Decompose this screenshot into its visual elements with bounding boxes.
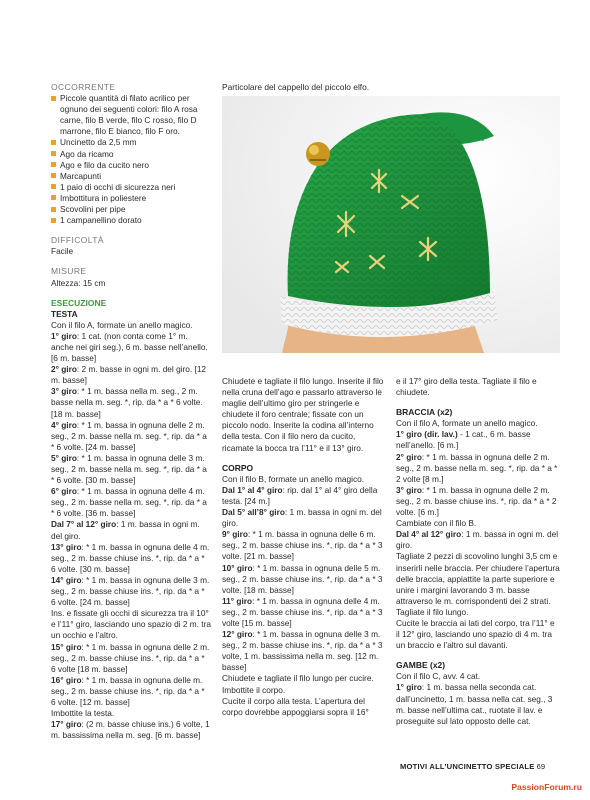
- instruction-text: : * 1 m. bassa in ognuna delle 3 m. seg., 2 m. basse nella m. seg. *, rip. da * a * 6 volte. [30 m. basse]: [51, 452, 207, 486]
- round-label: Dal 5° all’8° giro: [222, 507, 285, 518]
- round-label: 3° giro: [51, 386, 77, 397]
- instruction-line: [51, 542, 211, 575]
- photo-caption: Particolare del cappello del piccolo elfo.: [222, 82, 370, 92]
- esecuzione-heading: ESECUZIONE: [51, 297, 107, 308]
- round-label: 12° giro: [222, 629, 253, 640]
- instruction-text: : 1 m. bassa nella seconda cat. dall’uncinetto, 1 m. bassa nella cat. seg., 3 m. basse nell’ultima cat., ruotate il lav. e proseguite sul lato opposto delle cat.: [396, 682, 553, 726]
- instruction-text: e il 17° giro della testa. Tagliate il filo e chiudete.: [396, 376, 537, 398]
- instruction-line: [51, 708, 211, 719]
- instruction-text: Tagliate 2 pezzi di scovolino lunghi 3,5 cm e inserirli nelle braccia. Per chiudere l’apertura delle braccia, appiattite la parte superiore e unire i margini lavorando 3 m. basse attraverso le m. corrispondenti dei 2 strati.: [396, 551, 560, 606]
- round-label: 1° giro: [396, 682, 422, 693]
- instruction-text: Imbottite la testa.: [51, 708, 115, 719]
- instruction-text: : 2 m. basse in ogni m. del giro. [12 m. basse]: [51, 364, 207, 386]
- gambe-instructions: [396, 671, 560, 726]
- difficolta-value: Facile: [51, 246, 74, 257]
- occorrente-item: Piccole quantità di filato acrilico per ognuno dei seguenti colori: filo A rosa carne, filo B verde, filo C rosso, filo D marrone, filo E bianco, filo F oro.: [51, 93, 211, 137]
- instruction-line: [222, 376, 388, 454]
- instruction-text: Imbottite il corpo.: [222, 684, 286, 695]
- instruction-line: [222, 696, 388, 718]
- round-label: 17° giro: [51, 719, 82, 730]
- page-footer: [400, 762, 545, 771]
- round-label: 1° giro (dir. lav.): [396, 429, 458, 440]
- occorrente-item: Imbottitura in poliestere: [51, 193, 211, 204]
- instruction-line: [51, 575, 211, 608]
- instruction-text: : * 1 m. bassa nella m. seg., 2 m. basse nella m. seg. *, rip. da * a * 6 volte. [18 m. basse]: [51, 386, 203, 419]
- gambe-heading: GAMBE (x2): [396, 660, 446, 671]
- occorrente-item: Marcapunti: [51, 171, 211, 182]
- instruction-line: [222, 673, 388, 684]
- instruction-line: [222, 485, 388, 507]
- occorrente-item: 1 campanellino dorato: [51, 215, 211, 226]
- instruction-text: : * 1 m. bassa in ognuna delle 2 m. seg., 2 m. basse chiuse ins. *, rip. da * a * 6 volte [18 m. basse]: [51, 641, 210, 674]
- instruction-text: : * 1 m. bassa in ognuna delle 4 m. seg., 2 m. basse nella m. seg. *, rip. da * a * 6 volte. [36 m. basse]: [51, 486, 207, 519]
- instruction-text: : 1 m. bassa in ogni m. del giro.: [222, 507, 382, 529]
- round-label: Dal 4° al 12° giro: [396, 529, 462, 540]
- instruction-text: Ins. e fissate gli occhi di sicurezza tra il 10° e l’11° giro, lasciando uno spazio di 2 m. tra un occhio e l’altro.: [51, 608, 211, 641]
- instruction-text: : 1 cat. (non conta come 1° m. anche nei giri seg.), 6 m. basse nell’anello. [6 m. basse]: [51, 330, 208, 364]
- instruction-line: [51, 519, 211, 541]
- occorrente-item: Ago e filo da cucito nero: [51, 160, 211, 171]
- instruction-line: [222, 563, 388, 596]
- round-label: 13° giro: [51, 541, 82, 552]
- instruction-text: Chiudete e tagliate il filo lungo per cucire.: [222, 673, 374, 684]
- round-label: 10° giro: [222, 562, 253, 573]
- round-label: 14° giro: [51, 574, 82, 585]
- instruction-line: [222, 474, 388, 485]
- instruction-line: [396, 452, 560, 485]
- watermark: PassionForum.ru: [511, 782, 582, 792]
- instruction-line: [396, 671, 560, 682]
- page-number: 69: [536, 762, 546, 771]
- instruction-line: [222, 596, 388, 629]
- column-middle: [222, 376, 388, 718]
- occorrente-heading: OCCORRENTE: [51, 82, 116, 92]
- instruction-line: [396, 529, 560, 551]
- instruction-text: : * 1 m. bassa in ognuna delle 2 m. seg., 2 m. basse nella m. seg. *, rip. da * a * 6 volte. [24 m. basse]: [51, 419, 207, 452]
- instruction-text: : 1 m. bassa in ogni m. del giro.: [51, 519, 200, 541]
- round-label: 11° giro: [222, 595, 253, 606]
- occorrente-list: [51, 93, 211, 226]
- instruction-line: [396, 518, 560, 529]
- round-label: 4° giro: [51, 419, 77, 430]
- instruction-line: [51, 608, 211, 641]
- instruction-text: : * 1 m. bassa in ognuna delle 5 m. seg., 2 m. basse chiuse ins. *, rip. da * a * 3 volte. [18 m. basse]: [222, 562, 383, 595]
- instruction-line: [396, 618, 560, 651]
- instruction-text: Tagliate il filo lungo.: [396, 606, 469, 617]
- round-label: Dal 1° al 4° giro: [222, 484, 283, 495]
- instruction-text: Con il filo A, formate un anello magico.: [51, 319, 193, 330]
- magazine-name: MOTIVI ALL’UNCINETTO SPECIALE: [400, 762, 535, 771]
- instruction-line: [51, 719, 211, 741]
- column-left: [51, 82, 211, 741]
- corpo-heading: CORPO: [222, 462, 254, 473]
- instruction-line: [51, 486, 211, 519]
- corpo-instructions: [222, 474, 388, 718]
- braccia-heading: BRACCIA (x2): [396, 407, 453, 418]
- instruction-line: [51, 675, 211, 708]
- instruction-text: : * 1 m. bassa in ognuna delle 2 m. seg., 2 m. basse nella m. seg. *, rip. da * a * 2 volte [8 m.]: [396, 451, 558, 484]
- instruction-line: [51, 420, 211, 453]
- difficolta-heading: DIFFICOLTÀ: [51, 235, 104, 246]
- occorrente-item: Ago da ricamo: [51, 149, 211, 160]
- instruction-text: - 1 cat., 6 m. basse nell’anello. [6 m.]: [396, 429, 531, 451]
- occorrente-item: Scovolini per pipe: [51, 204, 211, 215]
- instruction-line: [396, 607, 560, 618]
- instruction-line: [222, 685, 388, 696]
- instruction-line: [396, 682, 560, 726]
- instruction-line: [51, 320, 211, 331]
- instruction-line: [396, 429, 560, 451]
- elf-hat-photo: [222, 96, 560, 353]
- instruction-text: : * 1 m. bassa in ognuna delle 4 m. seg., 2 m. basse chiuse ins. *, rip. da * a * 6 volte. [30 m. basse]: [51, 541, 210, 574]
- instruction-line: [396, 418, 560, 429]
- round-label: Dal 7° al 12° giro: [51, 519, 117, 530]
- instruction-text: : * 1 m. bassa in ognuna delle 3 m. seg., 2 m. basse chiuse ins. *, rip. da * a * 3 volte, 1 m. bassissima nella m. seg. [12 m. basse]: [222, 629, 383, 673]
- instruction-text: Chiudete e tagliate il filo lungo. Inserite il filo nella cruna dell’ago e passarlo attraverso le maglie dell’ultimo giro per stringerle e chiudete il foro centrale; fissate con un piccolo nodo. Inserite la codina all’interno della testa. Con il filo nero da cucito, ricamate la bocca tra l’11° e il 13° giro.: [222, 376, 384, 453]
- instruction-line: [396, 551, 560, 606]
- instruction-line: [396, 376, 560, 398]
- testa-instructions: [51, 320, 211, 742]
- column-right: [396, 376, 560, 727]
- round-label: 9° giro: [222, 529, 248, 540]
- instruction-text: : (2 m. basse chiuse ins.) 6 volte, 1 m. bassissima nella m. seg. [6 m. basse]: [51, 719, 210, 741]
- instruction-text: : * 1 m. bassa in ognuna delle 6 m. seg., 2 m. basse chiuse ins. *, rip. da * a * 3 volte. [21 m. basse]: [222, 529, 383, 562]
- instruction-text: : rip. dal 1° al 4° giro della testa. [24 m.]: [222, 484, 378, 506]
- instruction-line: [222, 629, 388, 673]
- round-label: 1° giro: [51, 330, 77, 341]
- instruction-text: : * 1 m. bassa in ognuna delle 3 m. seg., 2 m. basse chiuse ins. *, rip. da * a * 6 volte. [24 m. basse]: [51, 574, 210, 608]
- instruction-line: [222, 529, 388, 562]
- instruction-text: Con il filo B, formate un anello magico.: [222, 473, 365, 484]
- testa-closing-text: [222, 376, 388, 454]
- instruction-line: [51, 453, 211, 486]
- occorrente-item: Uncinetto da 2,5 mm: [51, 137, 211, 148]
- round-label: 2° giro: [51, 364, 77, 375]
- instruction-text: Con il filo A, formate un anello magico.: [396, 418, 538, 429]
- instruction-text: Con il filo C, avv. 4 cat.: [396, 671, 481, 682]
- instruction-line: [222, 507, 388, 529]
- braccia-instructions: [396, 418, 560, 651]
- instruction-line: [51, 642, 211, 675]
- round-label: 5° giro: [51, 452, 77, 463]
- round-label: 16° giro: [51, 674, 82, 685]
- misure-heading: MISURE: [51, 266, 87, 277]
- misure-value: Altezza: 15 cm: [51, 277, 106, 288]
- instruction-text: : * 1 m. bassa in ognuna delle m. seg., 2 m. basse chiuse ins. *, rip. da * a * 6 volte. [12 m. basse]: [51, 674, 205, 707]
- instruction-text: : 1 m. bassa in ogni m. del giro.: [396, 529, 559, 551]
- instruction-text: Cambiate con il filo B.: [396, 518, 477, 529]
- occorrente-item: 1 paio di occhi di sicurezza neri: [51, 182, 211, 193]
- round-label: 2° giro: [396, 451, 422, 462]
- instruction-line: [51, 386, 211, 419]
- round-label: 15° giro: [51, 641, 82, 652]
- testa-heading: TESTA: [51, 308, 78, 319]
- instruction-text: Cucite il corpo alla testa. L’apertura del corpo dovrebbe appoggiarsi sopra il 16°: [222, 695, 369, 717]
- instruction-line: [51, 364, 211, 386]
- instruction-line: [396, 485, 560, 518]
- round-label: 3° giro: [396, 484, 422, 495]
- elf-hat-illustration: [222, 96, 560, 353]
- instruction-text: : * 1 m. bassa in ognuna delle 2 m. seg., 2 m. basse chiuse ins. *, rip. da * a * 2 volte. [6 m.]: [396, 484, 557, 518]
- corpo-closing-text: [396, 376, 560, 398]
- instruction-text: : * 1 m. bassa in ognuna delle 4 m. seg., 2 m. basse chiuse ins. *, rip. da * a * 3 volte [15 m. basse]: [222, 595, 383, 628]
- round-label: 6° giro: [51, 486, 77, 497]
- instruction-text: Cucite le braccia ai lati del corpo, tra l’11° e il 12° giro, lasciando uno spazio di 4 m. tra un braccio e l’altro sul davanti.: [396, 617, 555, 651]
- instruction-line: [51, 331, 211, 364]
